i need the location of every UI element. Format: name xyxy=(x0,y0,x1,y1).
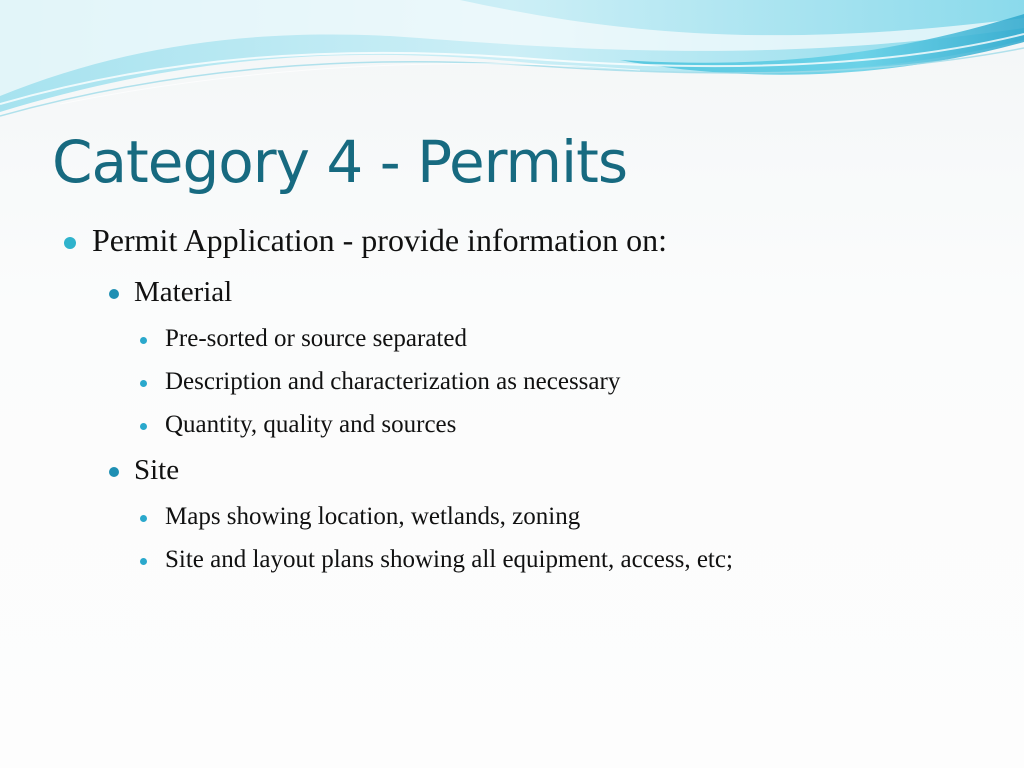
bullet-site xyxy=(134,454,179,487)
bullet-site-text: Site xyxy=(134,454,180,486)
bullet-material xyxy=(134,276,232,309)
bullet-material-text: Material xyxy=(134,276,233,308)
bullet-dot-icon xyxy=(140,423,147,430)
list-item xyxy=(165,325,467,353)
list-item xyxy=(165,411,456,439)
list-item xyxy=(165,503,580,531)
bullet-main xyxy=(92,222,667,259)
slide-title: Category 4 - Permits xyxy=(52,128,628,196)
list-item xyxy=(165,546,733,574)
header-wave-decoration xyxy=(0,0,1024,140)
list-item-text: Maps showing location, wetlands, zoning xyxy=(165,503,581,530)
bullet-dot-icon xyxy=(109,467,119,477)
bullet-dot-icon xyxy=(64,237,76,249)
list-item-text: Quantity, quality and sources xyxy=(165,411,457,438)
bullet-dot-icon xyxy=(140,337,147,344)
bullet-dot-icon xyxy=(140,380,147,387)
bullet-dot-icon xyxy=(140,515,147,522)
list-item-text: Description and characterization as necessary xyxy=(165,368,621,395)
bullet-main-text: Permit Application - provide information on: xyxy=(92,222,668,258)
bullet-dot-icon xyxy=(140,558,147,565)
list-item-text: Pre-sorted or source separated xyxy=(165,325,467,352)
list-item-text: Site and layout plans showing all equipment, access, etc; xyxy=(165,546,733,573)
bullet-dot-icon xyxy=(109,289,119,299)
list-item xyxy=(165,368,620,396)
